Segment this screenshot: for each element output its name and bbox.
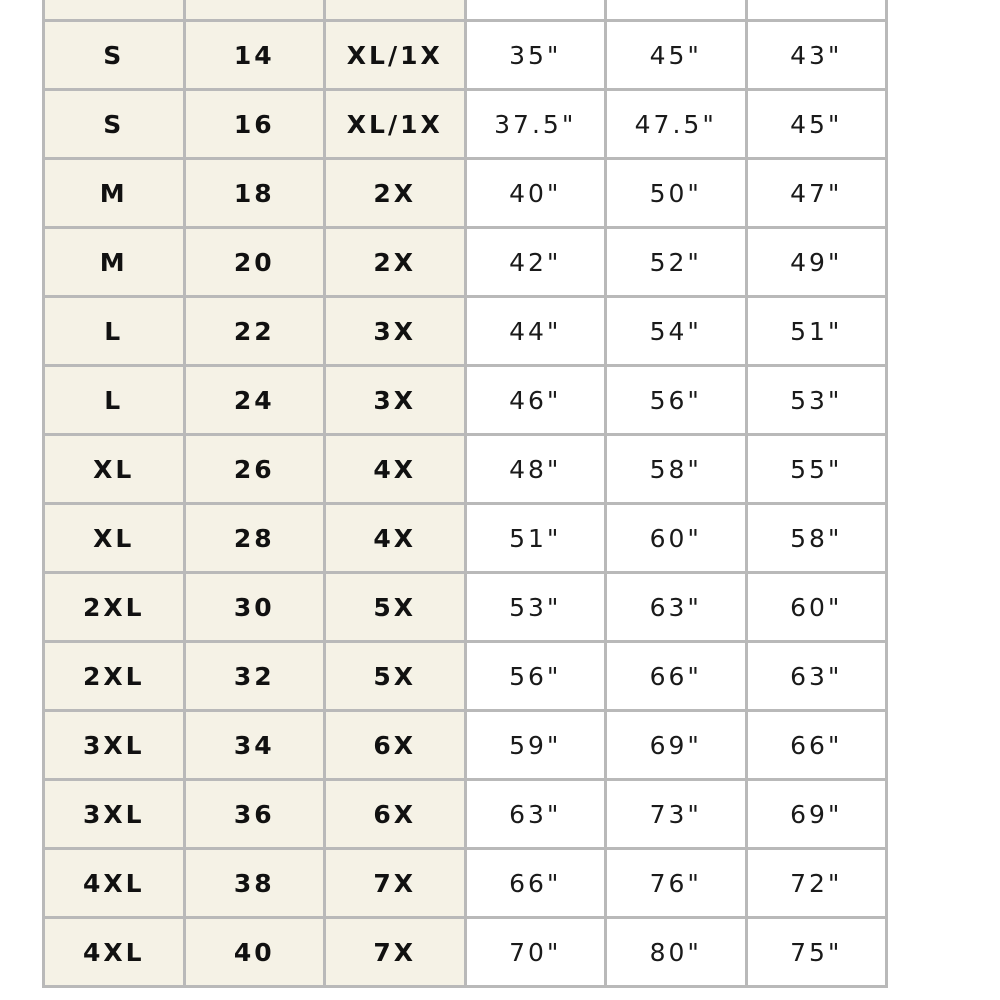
cell-alpha-size: XL (44, 435, 185, 504)
cell-alpha-size: M (44, 228, 185, 297)
table-row-partial (44, 0, 887, 21)
cell-measure-3: 51" (746, 297, 887, 366)
cell-measure-1: 37.5" (465, 90, 606, 159)
cell-measure-3: 58" (746, 504, 887, 573)
cell-measure-3: 43" (746, 21, 887, 90)
table-row (44, 780, 887, 849)
cell-numeric-size: 28 (184, 504, 325, 573)
cell-measure-3: 45" (746, 90, 887, 159)
cell-measure-2: 56" (606, 366, 747, 435)
cell-measure-1: 59" (465, 711, 606, 780)
cell-measure-2: 69" (606, 711, 747, 780)
cell-measure-2: 76" (606, 849, 747, 918)
size-chart-table (42, 0, 888, 988)
cell-measure-3: 63" (746, 642, 887, 711)
cell-measure-2: 73" (606, 780, 747, 849)
cell-measure-3: 47" (746, 159, 887, 228)
cell-plus-size: 3X (325, 366, 466, 435)
cell-measure-3: 53" (746, 366, 887, 435)
cell-numeric-size: 30 (184, 573, 325, 642)
cell-alpha-size (44, 0, 185, 21)
cell-plus-size: 2X (325, 159, 466, 228)
cell-measure-1: 42" (465, 228, 606, 297)
cell-measure-1: 63" (465, 780, 606, 849)
cell-measure-3: 69" (746, 780, 887, 849)
cell-measure-1: 53" (465, 573, 606, 642)
cell-measure-2: 66" (606, 642, 747, 711)
table-row (44, 435, 887, 504)
cell-alpha-size: 3XL (44, 780, 185, 849)
cell-numeric-size: 14 (184, 21, 325, 90)
cell-alpha-size: S (44, 90, 185, 159)
cell-plus-size: 5X (325, 573, 466, 642)
table-row (44, 228, 887, 297)
cell-measure-2: 80" (606, 918, 747, 987)
cell-plus-size: 7X (325, 918, 466, 987)
cell-measure-1: 46" (465, 366, 606, 435)
cell-measure-3: 75" (746, 918, 887, 987)
cell-measure-3 (746, 0, 887, 21)
cell-measure-1: 70" (465, 918, 606, 987)
cell-measure-3: 60" (746, 573, 887, 642)
cell-measure-1: 48" (465, 435, 606, 504)
cell-plus-size: XL/1X (325, 90, 466, 159)
cell-alpha-size: L (44, 366, 185, 435)
cell-numeric-size: 18 (184, 159, 325, 228)
cell-alpha-size: L (44, 297, 185, 366)
cell-measure-2: 63" (606, 573, 747, 642)
cell-measure-2: 58" (606, 435, 747, 504)
cell-plus-size: 7X (325, 849, 466, 918)
cell-plus-size: 2X (325, 228, 466, 297)
cell-measure-1: 51" (465, 504, 606, 573)
cell-measure-1: 66" (465, 849, 606, 918)
cell-numeric-size: 36 (184, 780, 325, 849)
cell-numeric-size: 34 (184, 711, 325, 780)
cell-measure-3: 66" (746, 711, 887, 780)
table-row (44, 504, 887, 573)
cell-alpha-size: S (44, 21, 185, 90)
cell-measure-2: 60" (606, 504, 747, 573)
table-row (44, 366, 887, 435)
cell-measure-1: 44" (465, 297, 606, 366)
cell-measure-3: 49" (746, 228, 887, 297)
cell-measure-1 (465, 0, 606, 21)
cell-numeric-size: 32 (184, 642, 325, 711)
cell-plus-size: 4X (325, 504, 466, 573)
cell-numeric-size: 38 (184, 849, 325, 918)
cell-plus-size: 3X (325, 297, 466, 366)
cell-alpha-size: 4XL (44, 849, 185, 918)
table-row (44, 297, 887, 366)
cell-numeric-size: 40 (184, 918, 325, 987)
cell-measure-2: 54" (606, 297, 747, 366)
cell-measure-2: 52" (606, 228, 747, 297)
cell-measure-2: 45" (606, 21, 747, 90)
cell-measure-1: 40" (465, 159, 606, 228)
cell-measure-2: 47.5" (606, 90, 747, 159)
cell-alpha-size: M (44, 159, 185, 228)
cell-alpha-size: XL (44, 504, 185, 573)
cell-alpha-size: 4XL (44, 918, 185, 987)
cell-plus-size: 4X (325, 435, 466, 504)
table-row (44, 159, 887, 228)
cell-measure-1: 35" (465, 21, 606, 90)
cell-plus-size: XL/1X (325, 21, 466, 90)
cell-numeric-size: 24 (184, 366, 325, 435)
cell-plus-size: 6X (325, 780, 466, 849)
cell-numeric-size: 22 (184, 297, 325, 366)
cell-measure-2 (606, 0, 747, 21)
cell-measure-2: 50" (606, 159, 747, 228)
table-row (44, 918, 887, 987)
cell-measure-1: 56" (465, 642, 606, 711)
cell-alpha-size: 2XL (44, 573, 185, 642)
size-chart-container (42, 0, 888, 994)
cell-numeric-size: 16 (184, 90, 325, 159)
cell-measure-3: 72" (746, 849, 887, 918)
cell-alpha-size: 3XL (44, 711, 185, 780)
table-row (44, 90, 887, 159)
cell-plus-size: 5X (325, 642, 466, 711)
table-row (44, 21, 887, 90)
cell-plus-size (325, 0, 466, 21)
table-row (44, 849, 887, 918)
table-row (44, 573, 887, 642)
table-row (44, 642, 887, 711)
cell-plus-size: 6X (325, 711, 466, 780)
cell-numeric-size: 26 (184, 435, 325, 504)
cell-numeric-size: 20 (184, 228, 325, 297)
table-row (44, 711, 887, 780)
size-chart-body (44, 0, 887, 987)
cell-numeric-size (184, 0, 325, 21)
cell-alpha-size: 2XL (44, 642, 185, 711)
cell-measure-3: 55" (746, 435, 887, 504)
